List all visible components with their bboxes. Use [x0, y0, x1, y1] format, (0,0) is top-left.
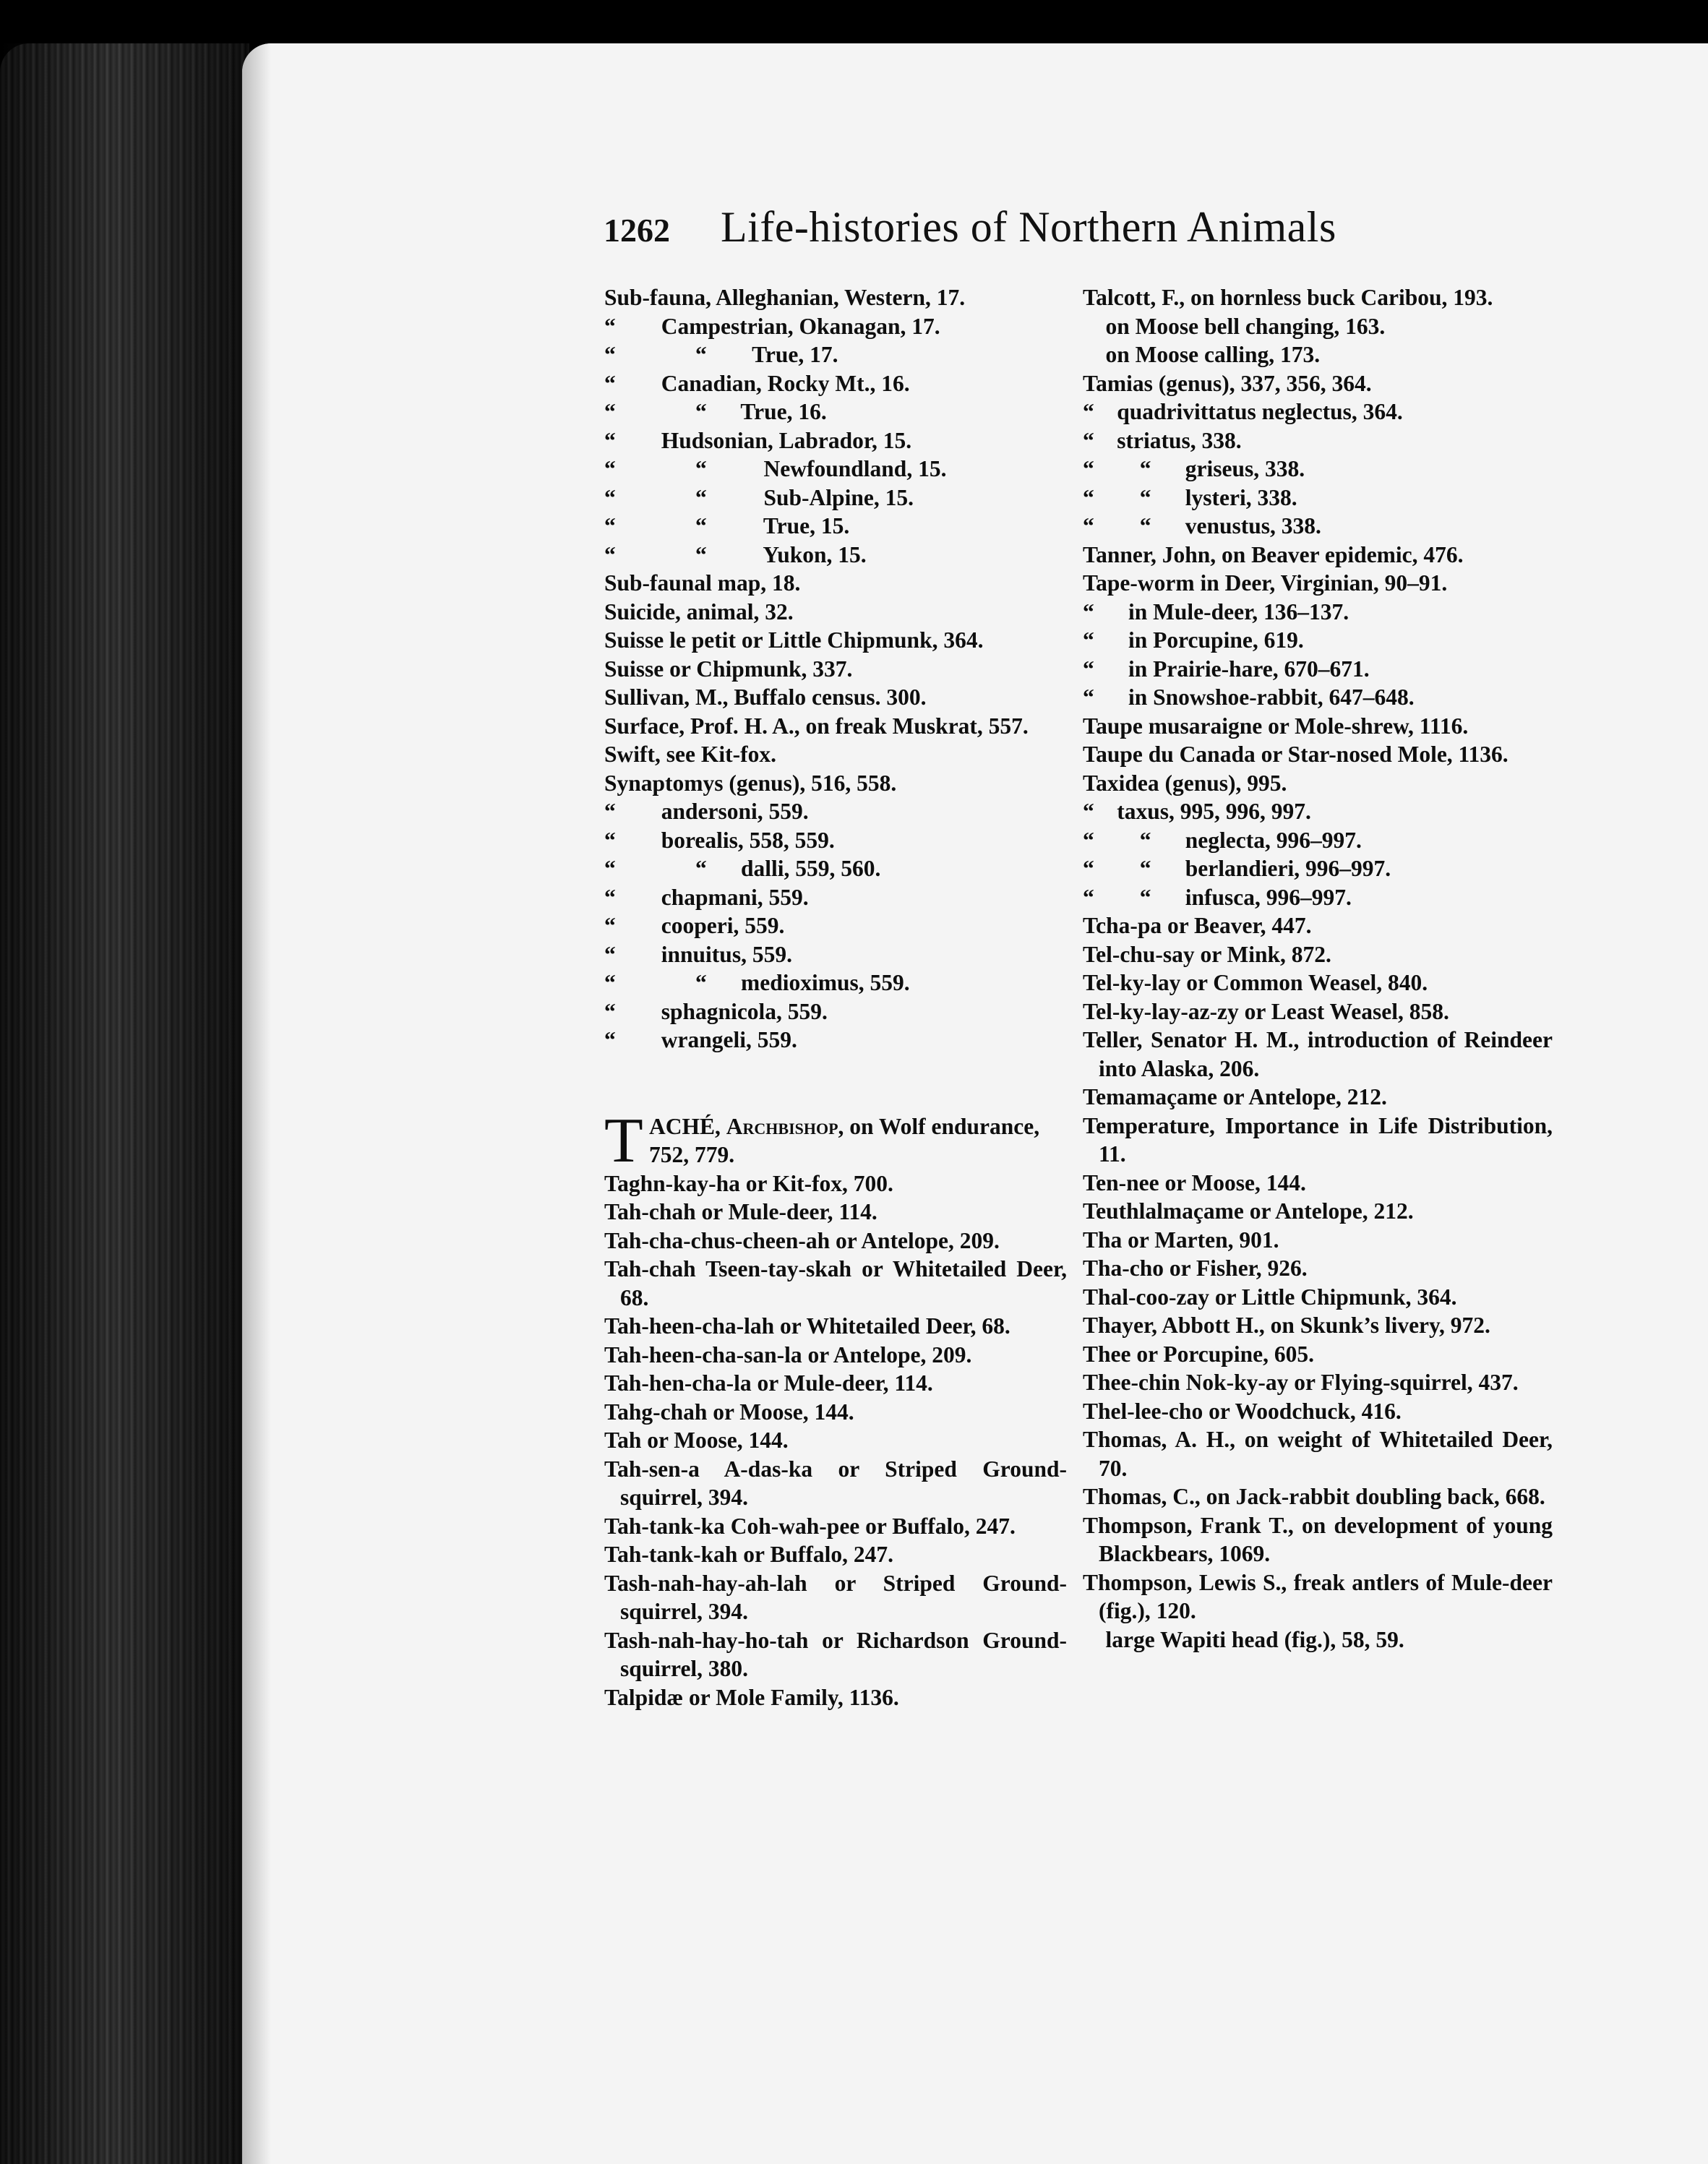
- index-entry: “ andersoni, 559.: [604, 799, 809, 824]
- index-entry: “ “ True, 16.: [604, 399, 827, 424]
- page-gutter-shadow: [242, 43, 271, 2164]
- index-entry: “ “ True, 15.: [604, 513, 850, 538]
- index-entry: “ taxus, 995, 996, 997.: [1083, 799, 1311, 824]
- index-entry: Swift, see Kit-fox.: [604, 742, 776, 767]
- index-entry: Tah-hen-cha-la or Mule-deer, 114.: [604, 1370, 933, 1396]
- index-entry: Teuthlalmaçame or Antelope, 212.: [1083, 1198, 1414, 1224]
- index-entry: “ “ True, 17.: [604, 342, 838, 367]
- index-entry: “ “ Yukon, 15.: [604, 541, 867, 567]
- index-entry: Sub-faunal map, 18.: [604, 570, 801, 596]
- index-entry: “ in Snowshoe-rabbit, 647–648.: [1083, 684, 1415, 710]
- index-entry: “ quadrivittatus neglectus, 364.: [1083, 399, 1403, 424]
- index-entry: Tcha-pa or Beaver, 447.: [1083, 913, 1312, 938]
- index-entry: “ cooperi, 559.: [604, 913, 785, 938]
- index-entry: Tamias (genus), 337, 356, 364.: [1083, 370, 1372, 396]
- index-entry: Thee or Porcupine, 605.: [1083, 1341, 1314, 1367]
- index-entry: Tah-chah Tseen-tay-skah or Whitetailed Deer, 68.: [604, 1256, 1067, 1310]
- index-entry: Synaptomys (genus), 516, 558.: [604, 770, 897, 796]
- index-entry: Tah or Moose, 144.: [604, 1427, 789, 1453]
- index-entry: Thomas, C., on Jack-rabbit doubling back, 668.: [1083, 1484, 1545, 1509]
- index-entry: “ “ infusca, 996–997.: [1083, 884, 1352, 910]
- index-entry: “ sphagnicola, 559.: [604, 998, 828, 1024]
- index-entry: Tah-tank-ka Coh-wah-pee or Buffalo, 247.: [604, 1513, 1016, 1539]
- index-entry: Ten-nee or Moose, 144.: [1083, 1169, 1306, 1195]
- index-entry: “ “ dalli, 559, 560.: [604, 856, 881, 881]
- index-column-left: [604, 283, 1067, 1712]
- page-number: 1262: [604, 212, 670, 249]
- spine-shadow: [0, 43, 249, 2164]
- index-entry: Tah-chah or Mule-deer, 114.: [604, 1199, 877, 1224]
- index-entry: “ “ Sub-Alpine, 15.: [604, 484, 914, 510]
- index-entry: Suisse le petit or Little Chipmunk, 364.: [604, 627, 984, 653]
- index-entry: “ Campestrian, Okanagan, 17.: [604, 313, 940, 339]
- index-entry: “ chapmani, 559.: [604, 884, 809, 910]
- index-entry: Tahg-chah or Moose, 144.: [604, 1399, 854, 1425]
- page-header: [604, 202, 1391, 252]
- index-entry: Tash-nah-hay-ho-tah or Richardson Ground-squirrel, 380.: [604, 1627, 1067, 1681]
- index-entry: Talpidæ or Mole Family, 1136.: [604, 1684, 899, 1710]
- index-entry: “ “ neglecta, 996–997.: [1083, 827, 1362, 853]
- index-entry: Sub-fauna, Alleghanian, Western, 17.: [604, 285, 966, 310]
- index-entry: Thomas, A. H., on weight of Whitetailed Deer, 70.: [1083, 1427, 1553, 1481]
- index-entry: Suisse or Chipmunk, 337.: [604, 656, 853, 682]
- index-entry: Thompson, Lewis S., freak antlers of Mule-deer (fig.), 120.: [1083, 1569, 1553, 1623]
- index-entry: on Moose bell changing, 163.: [1083, 313, 1386, 339]
- index-entry: “ Canadian, Rocky Mt., 16.: [604, 370, 910, 396]
- index-entry: Taupe du Canada or Star-nosed Mole, 1136.: [1083, 742, 1509, 767]
- index-entry: “ in Mule-deer, 136–137.: [1083, 598, 1349, 624]
- index-entry: “ striatus, 338.: [1083, 427, 1242, 453]
- index-entry: Tah-heen-cha-san-la or Antelope, 209.: [604, 1341, 972, 1367]
- index-entry: Tah-cha-chus-cheen-ah or Antelope, 209.: [604, 1227, 1000, 1253]
- index-entry: Tha-cho or Fisher, 926.: [1083, 1255, 1308, 1281]
- index-entry: Thel-lee-cho or Woodchuck, 416.: [1083, 1398, 1402, 1424]
- index-entry: on Moose calling, 173.: [1083, 342, 1321, 367]
- tache-title: Archbishop: [726, 1113, 838, 1139]
- index-entry: “ innuitus, 559.: [604, 941, 792, 967]
- section-gap: [604, 1055, 1067, 1112]
- index-entry: large Wapiti head (fig.), 58, 59.: [1083, 1626, 1404, 1652]
- index-entry: Temamaçame or Antelope, 212.: [1083, 1084, 1387, 1109]
- index-entry: Tha or Marten, 901.: [1083, 1227, 1279, 1253]
- index-column-right: [1083, 283, 1553, 1654]
- index-entry: Tel-chu-say or Mink, 872.: [1083, 941, 1331, 967]
- index-entry: Temperature, Importance in Life Distribution, 11.: [1083, 1112, 1553, 1167]
- index-entry: Surface, Prof. H. A., on freak Muskrat, 557.: [604, 713, 1029, 739]
- index-entry: “ “ Newfoundland, 15.: [604, 456, 947, 481]
- index-entry: Taupe musaraigne or Mole-shrew, 1116.: [1083, 713, 1469, 739]
- index-entry: “ wrangeli, 559.: [604, 1027, 797, 1052]
- index-entry: Teller, Senator H. M., introduction of Reindeer into Alaska, 206.: [1083, 1027, 1553, 1081]
- index-entry: Thompson, Frank T., on development of young Blackbears, 1069.: [1083, 1512, 1553, 1566]
- index-entry: Sullivan, M., Buffalo census. 300.: [604, 684, 927, 710]
- drop-cap: T: [604, 1105, 643, 1176]
- index-entry: Talcott, F., on hornless buck Caribou, 193.: [1083, 285, 1493, 310]
- index-entry: Thayer, Abbott H., on Skunk’s livery, 972.: [1083, 1313, 1490, 1338]
- index-entry: “ “ venustus, 338.: [1083, 513, 1321, 538]
- index-entry: Tanner, John, on Beaver epidemic, 476.: [1083, 541, 1464, 567]
- index-entry: “ “ berlandieri, 996–997.: [1083, 856, 1391, 881]
- index-entry-tache: [604, 1105, 1067, 1176]
- index-entry: Tel-ky-lay-az-zy or Least Weasel, 858.: [1083, 998, 1449, 1024]
- index-entry: Tash-nah-hay-ah-lah or Striped Ground-squirrel, 394.: [604, 1570, 1067, 1624]
- index-entry: “ “ lysteri, 338.: [1083, 484, 1297, 510]
- index-entry: Tah-sen-a A-das-ka or Striped Ground-squirrel, 394.: [604, 1456, 1067, 1510]
- index-entry: Tel-ky-lay or Common Weasel, 840.: [1083, 970, 1428, 995]
- index-entry: Suicide, animal, 32.: [604, 598, 794, 624]
- index-entry: “ “ medioximus, 559.: [604, 970, 910, 995]
- index-entry: “ borealis, 558, 559.: [604, 827, 835, 853]
- index-entry: Tape-worm in Deer, Virginian, 90–91.: [1083, 570, 1448, 596]
- index-entry: “ in Prairie-hare, 670–671.: [1083, 656, 1370, 682]
- tache-text: , on Wolf endurance, 752, 779.: [649, 1113, 1040, 1167]
- index-entry: Thal-coo-zay or Little Chipmunk, 364.: [1083, 1284, 1457, 1310]
- index-entry: “ “ griseus, 338.: [1083, 456, 1305, 481]
- index-entry: Tah-heen-cha-lah or Whitetailed Deer, 68.: [604, 1313, 1010, 1339]
- running-title: Life-histories of Northern Animals: [721, 203, 1336, 251]
- index-entry: “ in Porcupine, 619.: [1083, 627, 1304, 653]
- tache-rest: ACHÉ,: [649, 1113, 726, 1139]
- index-entry: Taxidea (genus), 995.: [1083, 770, 1287, 796]
- index-entry: Tah-tank-kah or Buffalo, 247.: [604, 1542, 893, 1567]
- index-entry: Thee-chin Nok-ky-ay or Flying-squirrel, 437.: [1083, 1370, 1519, 1395]
- index-entry: Taghn-kay-ha or Kit-fox, 700.: [604, 1170, 893, 1196]
- index-entry: “ Hudsonian, Labrador, 15.: [604, 427, 912, 453]
